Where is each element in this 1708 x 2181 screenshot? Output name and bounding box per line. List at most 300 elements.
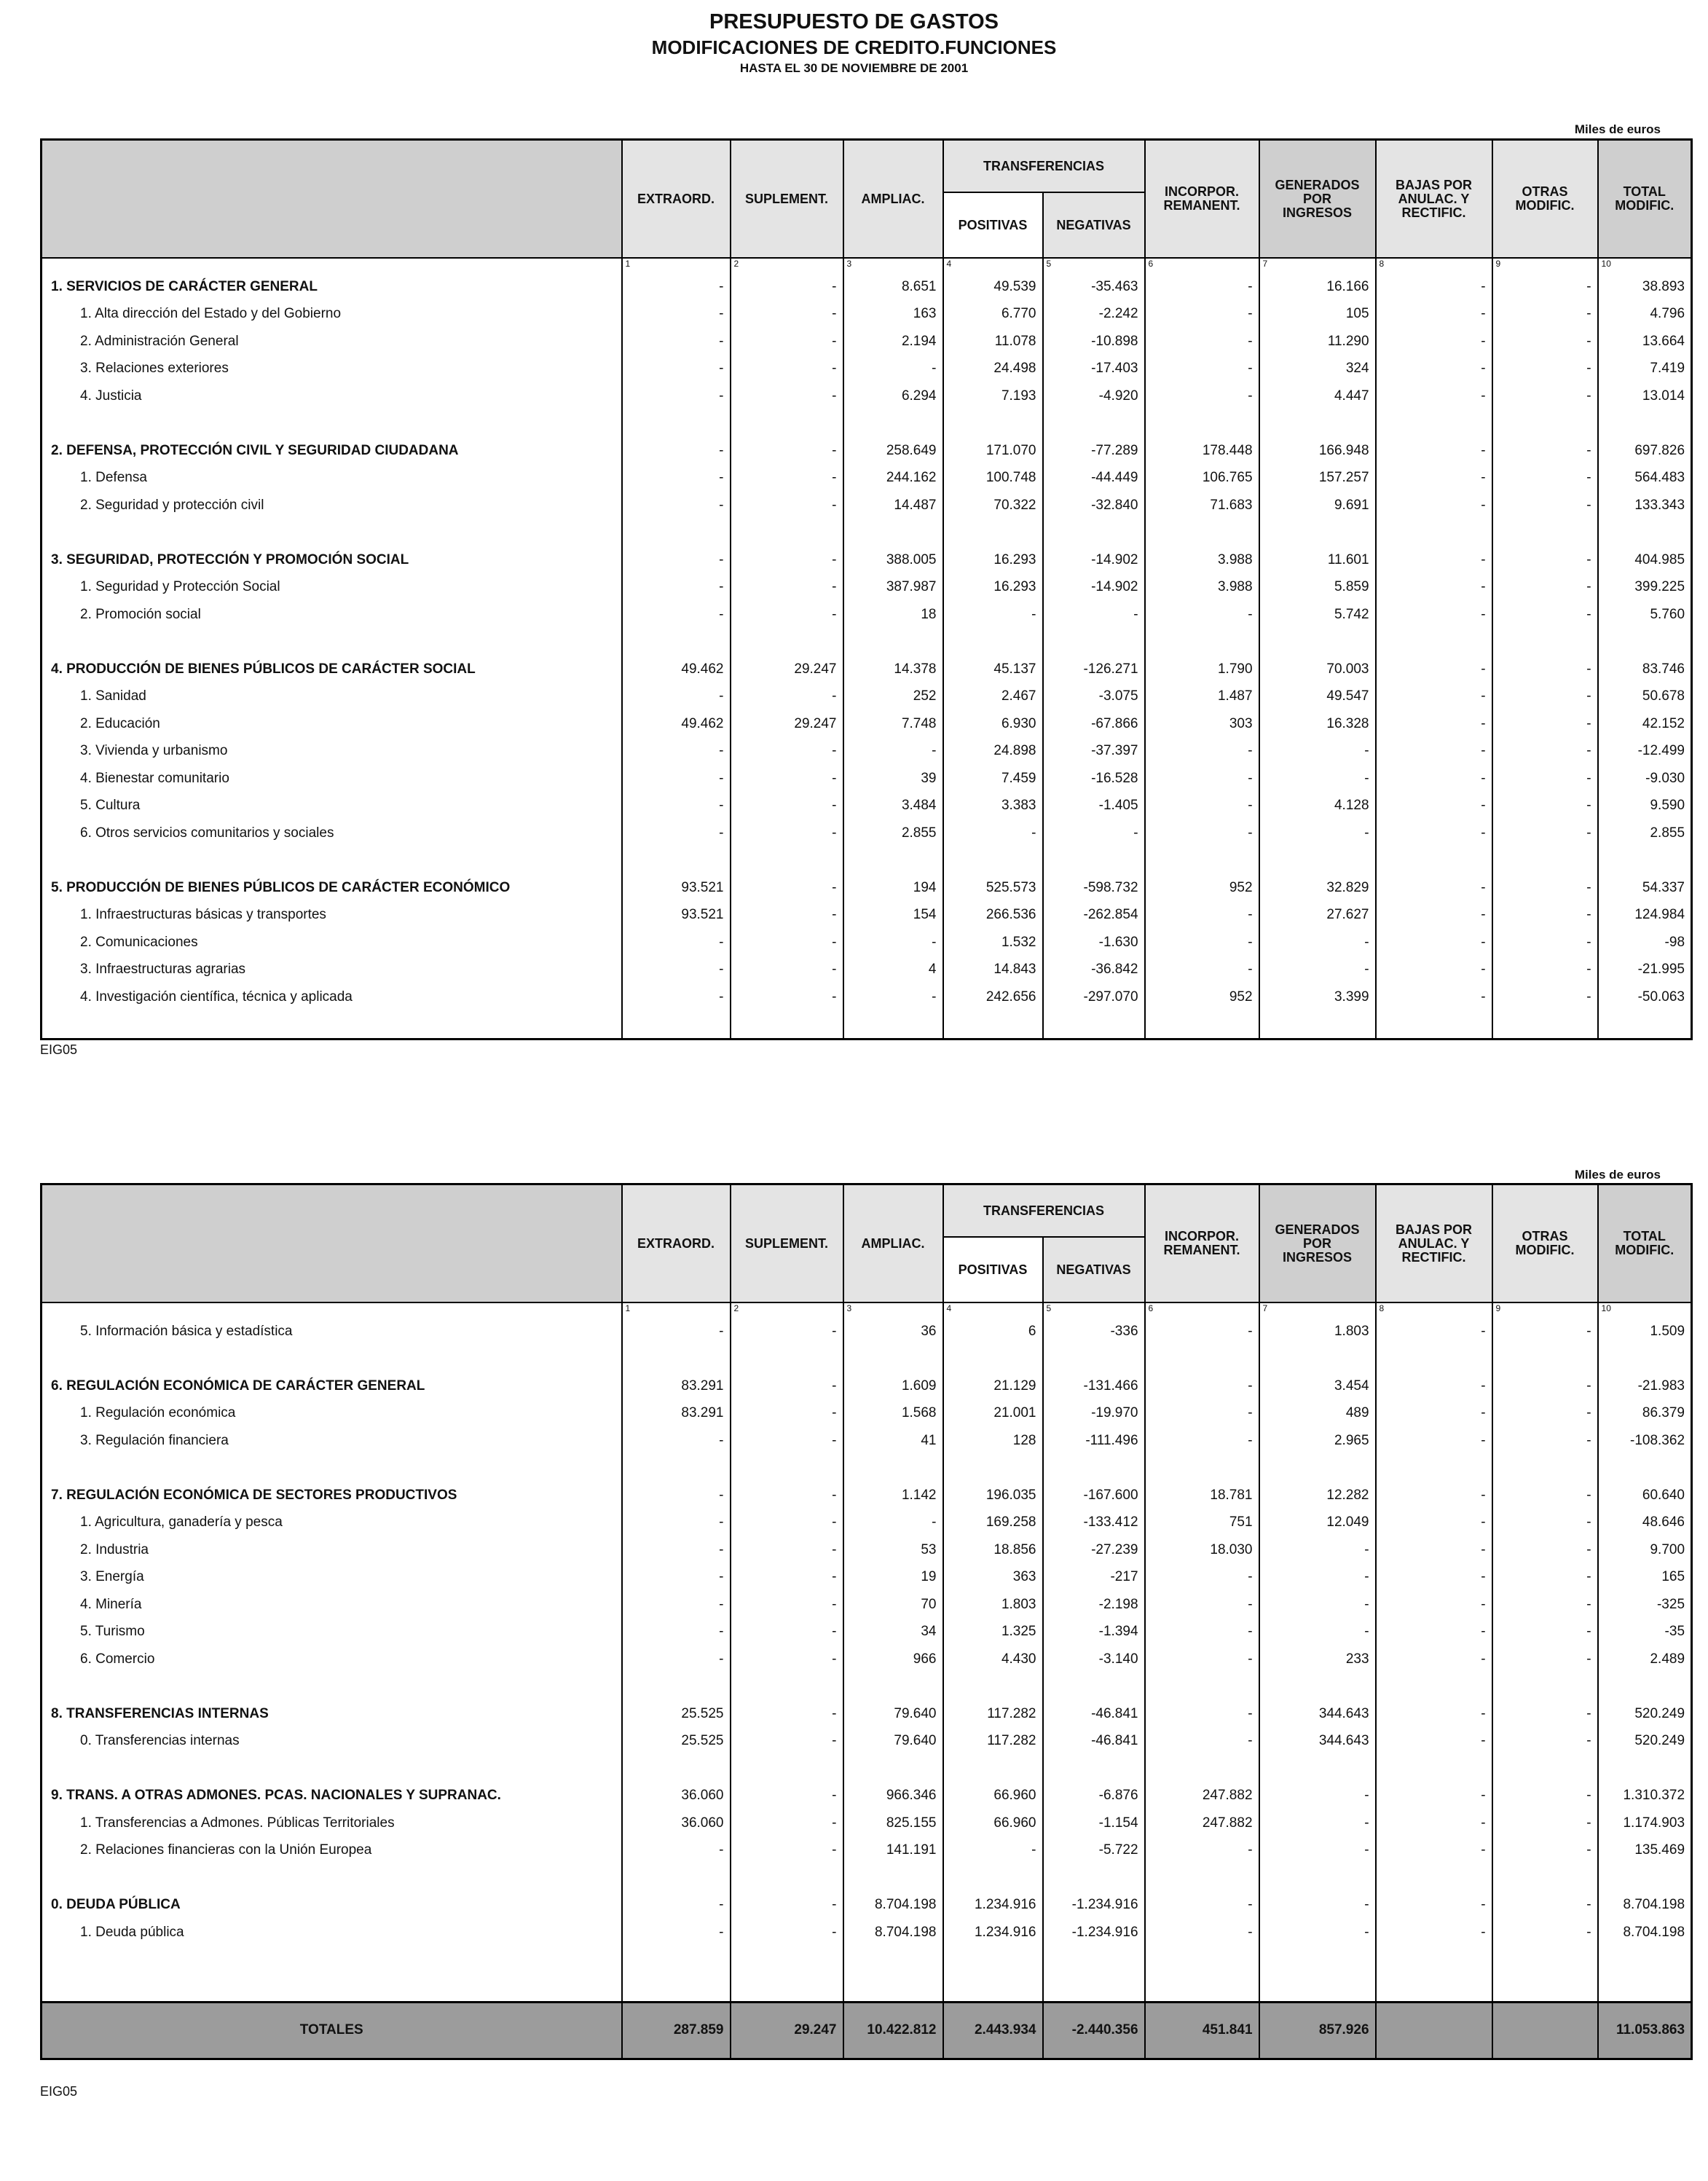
row-value: - xyxy=(731,1783,843,1810)
row-value: 117.282 xyxy=(943,1728,1043,1756)
row-value: - xyxy=(731,683,843,711)
row-value: - xyxy=(731,574,843,602)
row-value: - xyxy=(1376,793,1492,820)
row-value: - xyxy=(731,492,843,519)
budget-table-2 xyxy=(40,1183,1693,2060)
row-value: - xyxy=(1376,1509,1492,1537)
row-value: 2.467 xyxy=(943,683,1043,711)
row-value: - xyxy=(731,546,843,574)
row-value: 54.337 xyxy=(1598,874,1692,902)
row-value: 32.829 xyxy=(1259,874,1376,902)
table-row xyxy=(42,1318,1692,1345)
row-value: -1.394 xyxy=(1043,1619,1145,1646)
row-value: - xyxy=(731,1919,843,1946)
row-value: 2.965 xyxy=(1259,1427,1376,1455)
row-value: - xyxy=(1376,1919,1492,1946)
row-value: 5.859 xyxy=(1259,574,1376,602)
row-value: 1.568 xyxy=(843,1400,943,1428)
row-value: -1.630 xyxy=(1043,929,1145,956)
row-value: - xyxy=(1492,1564,1598,1592)
row-value: 16.293 xyxy=(943,546,1043,574)
row-label: 4. Investigación científica, técnica y aplicada xyxy=(42,983,622,1011)
row-value: 194 xyxy=(843,874,943,902)
row-value: - xyxy=(622,1646,731,1673)
row-value: - xyxy=(622,1892,731,1919)
row-value: -108.362 xyxy=(1598,1427,1692,1455)
row-value: - xyxy=(1259,1619,1376,1646)
row-value: - xyxy=(731,437,843,465)
row-value: - xyxy=(731,874,843,902)
row-value: - xyxy=(1145,382,1259,410)
col-number: 10 xyxy=(1598,258,1692,273)
col-number: 4 xyxy=(943,1302,1043,1318)
col-suplement: SUPLEMENT. xyxy=(731,140,843,259)
col-number: 5 xyxy=(1043,258,1145,273)
row-value: 3.454 xyxy=(1259,1372,1376,1400)
row-value: - xyxy=(1145,328,1259,355)
col-total: TOTAL MODIFIC. xyxy=(1598,1184,1692,1303)
row-value: - xyxy=(1259,765,1376,793)
table-row xyxy=(42,902,1692,930)
col-bajas: BAJAS POR ANULAC. Y RECTIFIC. xyxy=(1376,140,1492,259)
row-value: 7.459 xyxy=(943,765,1043,793)
row-label: 1. Alta dirección del Estado y del Gobierno xyxy=(42,301,622,329)
row-value: 154 xyxy=(843,902,943,930)
row-value: -2.242 xyxy=(1043,301,1145,329)
row-value: - xyxy=(1376,1646,1492,1673)
row-value: 34 xyxy=(843,1619,943,1646)
table-row xyxy=(42,1619,1692,1646)
unit-label: Miles de euros xyxy=(1574,122,1661,136)
row-value: - xyxy=(1376,1837,1492,1865)
row-value: 525.573 xyxy=(943,874,1043,902)
row-label: 6. REGULACIÓN ECONÓMICA DE CARÁCTER GENERAL xyxy=(42,1372,622,1400)
col-number: 8 xyxy=(1376,258,1492,273)
row-value: - xyxy=(1492,574,1598,602)
row-value: - xyxy=(1145,1646,1259,1673)
row-value: - xyxy=(1492,983,1598,1011)
row-value: -1.234.916 xyxy=(1043,1892,1145,1919)
col-transferencias: TRANSFERENCIAS xyxy=(943,1184,1145,1238)
row-value: 24.498 xyxy=(943,355,1043,383)
row-label: 1. Sanidad xyxy=(42,683,622,711)
row-value: 18.781 xyxy=(1145,1482,1259,1509)
table-row xyxy=(42,820,1692,847)
table-row xyxy=(42,492,1692,519)
col-suplement: SUPLEMENT. xyxy=(731,1184,843,1303)
row-value: 42.152 xyxy=(1598,710,1692,738)
table-row xyxy=(42,1482,1692,1509)
row-value: - xyxy=(1145,956,1259,984)
row-value: - xyxy=(1492,929,1598,956)
col-number: 8 xyxy=(1376,1302,1492,1318)
row-value: - xyxy=(1259,929,1376,956)
row-value: 83.746 xyxy=(1598,656,1692,683)
row-value: 11.290 xyxy=(1259,328,1376,355)
row-value: - xyxy=(1492,1646,1598,1673)
row-value: 3.484 xyxy=(843,793,943,820)
row-label: 8. TRANSFERENCIAS INTERNAS xyxy=(42,1700,622,1728)
row-value: - xyxy=(622,983,731,1011)
row-label: 2. Educación xyxy=(42,710,622,738)
row-value: - xyxy=(731,1646,843,1673)
row-value: -1.154 xyxy=(1043,1809,1145,1837)
col-number: 1 xyxy=(622,1302,731,1318)
row-value: 6.770 xyxy=(943,301,1043,329)
row-value: - xyxy=(731,1509,843,1537)
row-value: - xyxy=(1376,820,1492,847)
row-value: 83.291 xyxy=(622,1372,731,1400)
row-value: - xyxy=(1492,1619,1598,1646)
row-value: 157.257 xyxy=(1259,465,1376,492)
row-value: - xyxy=(731,765,843,793)
row-label: 1. Transferencias a Admones. Públicas Territoriales xyxy=(42,1809,622,1837)
row-value: - xyxy=(622,273,731,301)
row-value: - xyxy=(731,1400,843,1428)
row-value: - xyxy=(1492,1892,1598,1919)
row-value: - xyxy=(1492,1509,1598,1537)
row-value: -262.854 xyxy=(1043,902,1145,930)
row-value: -67.866 xyxy=(1043,710,1145,738)
row-value: 36.060 xyxy=(622,1809,731,1837)
row-label: 2. Promoción social xyxy=(42,601,622,629)
row-value: - xyxy=(1259,820,1376,847)
row-label: 3. Vivienda y urbanismo xyxy=(42,738,622,766)
row-value: 196.035 xyxy=(943,1482,1043,1509)
row-value: 399.225 xyxy=(1598,574,1692,602)
row-value: -6.876 xyxy=(1043,1783,1145,1810)
row-value: - xyxy=(1492,273,1598,301)
row-value: -17.403 xyxy=(1043,355,1145,383)
row-value: 1.325 xyxy=(943,1619,1043,1646)
row-value: - xyxy=(1259,1919,1376,1946)
row-value: 11.601 xyxy=(1259,546,1376,574)
row-value: 71.683 xyxy=(1145,492,1259,519)
row-value: -12.499 xyxy=(1598,738,1692,766)
row-value: - xyxy=(1492,1427,1598,1455)
row-value: - xyxy=(622,1619,731,1646)
row-value: 86.379 xyxy=(1598,1400,1692,1428)
row-value: 79.640 xyxy=(843,1728,943,1756)
row-label: 5. Cultura xyxy=(42,793,622,820)
table-row xyxy=(42,546,1692,574)
row-value: -19.970 xyxy=(1043,1400,1145,1428)
row-value: 966.346 xyxy=(843,1783,943,1810)
row-value: - xyxy=(622,765,731,793)
row-value: -167.600 xyxy=(1043,1482,1145,1509)
row-value: 21.129 xyxy=(943,1372,1043,1400)
row-label: 2. Industria xyxy=(42,1536,622,1564)
table-row xyxy=(42,1564,1692,1592)
row-value: - xyxy=(1376,601,1492,629)
row-value: - xyxy=(1145,1400,1259,1428)
row-value: - xyxy=(622,738,731,766)
row-value: 38.893 xyxy=(1598,273,1692,301)
row-label: 9. TRANS. A OTRAS ADMONES. PCAS. NACIONALES Y SUPRANAC. xyxy=(42,1783,622,1810)
row-value: 3.399 xyxy=(1259,983,1376,1011)
footer-code: EIG05 xyxy=(40,2084,78,2099)
row-value: - xyxy=(622,601,731,629)
total-value xyxy=(1376,2002,1492,2059)
total-value xyxy=(1492,2002,1598,2059)
row-value: - xyxy=(1492,1482,1598,1509)
row-label: 1. Deuda pública xyxy=(42,1919,622,1946)
row-value: - xyxy=(1145,1372,1259,1400)
row-value: 36.060 xyxy=(622,1783,731,1810)
col-number: 3 xyxy=(843,1302,943,1318)
row-value: - xyxy=(1492,1400,1598,1428)
row-value: 4.430 xyxy=(943,1646,1043,1673)
total-value: 287.859 xyxy=(622,2002,731,2059)
row-label: 1. Defensa xyxy=(42,465,622,492)
row-value: 70.003 xyxy=(1259,656,1376,683)
row-value: - xyxy=(1492,793,1598,820)
row-value: - xyxy=(622,683,731,711)
row-value: -50.063 xyxy=(1598,983,1692,1011)
col-extraord: EXTRAORD. xyxy=(622,1184,731,1303)
col-positivas: POSITIVAS xyxy=(943,192,1043,258)
total-value: 11.053.863 xyxy=(1598,2002,1692,2059)
table-row xyxy=(42,1427,1692,1455)
row-label: 2. DEFENSA, PROTECCIÓN CIVIL Y SEGURIDAD CIUDADANA xyxy=(42,437,622,465)
col-total: TOTAL MODIFIC. xyxy=(1598,140,1692,259)
row-value: - xyxy=(1492,437,1598,465)
row-value: - xyxy=(1145,355,1259,383)
row-value: 6.294 xyxy=(843,382,943,410)
row-label: 3. SEGURIDAD, PROTECCIÓN Y PROMOCIÓN SOCIAL xyxy=(42,546,622,574)
row-value: - xyxy=(1376,1619,1492,1646)
col-number: 6 xyxy=(1145,258,1259,273)
row-value: 70.322 xyxy=(943,492,1043,519)
row-value: -325 xyxy=(1598,1591,1692,1619)
row-value: 93.521 xyxy=(622,902,731,930)
row-value: 48.646 xyxy=(1598,1509,1692,1537)
total-value: 857.926 xyxy=(1259,2002,1376,2059)
row-value: 25.525 xyxy=(622,1700,731,1728)
row-value: 303 xyxy=(1145,710,1259,738)
table-row xyxy=(42,1536,1692,1564)
row-value: - xyxy=(1492,1700,1598,1728)
col-number: 10 xyxy=(1598,1302,1692,1318)
row-label: 7. REGULACIÓN ECONÓMICA DE SECTORES PRODUCTIVOS xyxy=(42,1482,622,1509)
row-value: -98 xyxy=(1598,929,1692,956)
row-value: 8.651 xyxy=(843,273,943,301)
row-value: - xyxy=(1376,765,1492,793)
row-value: - xyxy=(622,1427,731,1455)
row-value: 8.704.198 xyxy=(1598,1919,1692,1946)
row-value: - xyxy=(1145,601,1259,629)
row-label: 2. Seguridad y protección civil xyxy=(42,492,622,519)
row-value: 952 xyxy=(1145,874,1259,902)
row-value: 66.960 xyxy=(943,1809,1043,1837)
col-transferencias: TRANSFERENCIAS xyxy=(943,140,1145,193)
row-label: 4. Minería xyxy=(42,1591,622,1619)
row-value: - xyxy=(943,820,1043,847)
row-label: 1. Agricultura, ganadería y pesca xyxy=(42,1509,622,1537)
row-value: - xyxy=(1145,1427,1259,1455)
row-value: 11.078 xyxy=(943,328,1043,355)
row-value: - xyxy=(1145,1591,1259,1619)
row-value: -35.463 xyxy=(1043,273,1145,301)
row-value: - xyxy=(731,382,843,410)
row-value: -217 xyxy=(1043,1564,1145,1592)
row-value: 18.030 xyxy=(1145,1536,1259,1564)
row-value: - xyxy=(731,1427,843,1455)
row-value: 751 xyxy=(1145,1509,1259,1537)
row-value: - xyxy=(622,492,731,519)
row-value: - xyxy=(731,601,843,629)
col-otras: OTRAS MODIFIC. xyxy=(1492,140,1598,259)
col-ampliac: AMPLIAC. xyxy=(843,140,943,259)
row-value: - xyxy=(622,465,731,492)
row-value: -3.140 xyxy=(1043,1646,1145,1673)
row-value: 5.742 xyxy=(1259,601,1376,629)
row-value: 16.293 xyxy=(943,574,1043,602)
row-value: - xyxy=(622,793,731,820)
row-value: -133.412 xyxy=(1043,1509,1145,1537)
row-value: - xyxy=(731,1619,843,1646)
row-value: - xyxy=(731,355,843,383)
row-value: 70 xyxy=(843,1591,943,1619)
row-value: - xyxy=(731,1482,843,1509)
row-value: 13.664 xyxy=(1598,328,1692,355)
row-value: -21.983 xyxy=(1598,1372,1692,1400)
row-value: - xyxy=(731,1564,843,1592)
row-value: 117.282 xyxy=(943,1700,1043,1728)
totals-row xyxy=(42,2002,1692,2059)
row-value: 14.487 xyxy=(843,492,943,519)
row-value: - xyxy=(1376,301,1492,329)
row-value: 100.748 xyxy=(943,465,1043,492)
row-value: -27.239 xyxy=(1043,1536,1145,1564)
row-value: - xyxy=(731,902,843,930)
table-row xyxy=(42,793,1692,820)
row-value: - xyxy=(1145,765,1259,793)
row-value: -14.902 xyxy=(1043,574,1145,602)
row-value: 2.855 xyxy=(1598,820,1692,847)
row-value: -36.842 xyxy=(1043,956,1145,984)
total-value: 451.841 xyxy=(1145,2002,1259,2059)
row-value: 163 xyxy=(843,301,943,329)
row-value: - xyxy=(1492,328,1598,355)
col-bajas: BAJAS POR ANULAC. Y RECTIFIC. xyxy=(1376,1184,1492,1303)
row-value: 520.249 xyxy=(1598,1700,1692,1728)
row-value: -9.030 xyxy=(1598,765,1692,793)
row-value: 1.142 xyxy=(843,1482,943,1509)
col-generados: GENERADOS POR INGRESOS xyxy=(1259,1184,1376,1303)
table-row xyxy=(42,738,1692,766)
row-value: 388.005 xyxy=(843,546,943,574)
row-value: 266.536 xyxy=(943,902,1043,930)
row-value: - xyxy=(731,465,843,492)
row-value: - xyxy=(843,355,943,383)
row-value: - xyxy=(1145,1564,1259,1592)
row-value: - xyxy=(1376,1892,1492,1919)
row-value: 24.898 xyxy=(943,738,1043,766)
col-number: 7 xyxy=(1259,1302,1376,1318)
row-label: 5. Información básica y estadística xyxy=(42,1318,622,1345)
row-value: 18 xyxy=(843,601,943,629)
row-label: 3. Energía xyxy=(42,1564,622,1592)
table-row xyxy=(42,382,1692,410)
row-value: - xyxy=(1145,273,1259,301)
row-value: - xyxy=(1492,1783,1598,1810)
row-value: -37.397 xyxy=(1043,738,1145,766)
row-value: -10.898 xyxy=(1043,328,1145,355)
table-row xyxy=(42,1919,1692,1946)
row-value: -297.070 xyxy=(1043,983,1145,1011)
row-value: 29.247 xyxy=(731,656,843,683)
row-value: - xyxy=(731,301,843,329)
col-ampliac: AMPLIAC. xyxy=(843,1184,943,1303)
col-number: 2 xyxy=(731,258,843,273)
row-value: - xyxy=(1259,1892,1376,1919)
row-value: 363 xyxy=(943,1564,1043,1592)
row-value: - xyxy=(622,546,731,574)
table-row xyxy=(42,1837,1692,1865)
table-row xyxy=(42,1892,1692,1919)
row-value: 27.627 xyxy=(1259,902,1376,930)
row-value: - xyxy=(1492,683,1598,711)
row-value: - xyxy=(731,793,843,820)
row-value: - xyxy=(731,1892,843,1919)
footer-code: EIG05 xyxy=(40,1042,78,1057)
row-value: - xyxy=(1259,1783,1376,1810)
row-value: 1.803 xyxy=(1259,1318,1376,1345)
header-label-cell xyxy=(42,140,622,259)
row-value: - xyxy=(622,1482,731,1509)
row-value: - xyxy=(1492,956,1598,984)
table-row xyxy=(42,1728,1692,1756)
row-value: - xyxy=(1145,1318,1259,1345)
col-positivas: POSITIVAS xyxy=(943,1237,1043,1302)
row-value: - xyxy=(1259,1564,1376,1592)
row-value: - xyxy=(1376,574,1492,602)
report-subtitle: MODIFICACIONES DE CREDITO.FUNCIONES xyxy=(651,36,1057,58)
row-value: - xyxy=(1376,1427,1492,1455)
row-value: - xyxy=(1376,273,1492,301)
col-otras: OTRAS MODIFIC. xyxy=(1492,1184,1598,1303)
row-value: -126.271 xyxy=(1043,656,1145,683)
row-value: - xyxy=(731,273,843,301)
row-value: -336 xyxy=(1043,1318,1145,1345)
row-value: 3.988 xyxy=(1145,574,1259,602)
row-value: 344.643 xyxy=(1259,1728,1376,1756)
row-value: - xyxy=(1492,301,1598,329)
table-row xyxy=(42,465,1692,492)
row-label: 4. PRODUCCIÓN DE BIENES PÚBLICOS DE CARÁCTER SOCIAL xyxy=(42,656,622,683)
row-value: 520.249 xyxy=(1598,1728,1692,1756)
table-row xyxy=(42,328,1692,355)
col-incorpor: INCORPOR. REMANENT. xyxy=(1145,1184,1259,1303)
table-row xyxy=(42,1809,1692,1837)
row-value: - xyxy=(943,601,1043,629)
row-value: 1.487 xyxy=(1145,683,1259,711)
row-label: 4. Bienestar comunitario xyxy=(42,765,622,793)
report-title: PRESUPUESTO DE GASTOS xyxy=(709,10,999,34)
row-label: 1. SERVICIOS DE CARÁCTER GENERAL xyxy=(42,273,622,301)
row-value: - xyxy=(1492,1318,1598,1345)
row-value: 1.509 xyxy=(1598,1318,1692,1345)
row-value: 9.700 xyxy=(1598,1536,1692,1564)
row-value: 16.328 xyxy=(1259,710,1376,738)
row-value: 8.704.198 xyxy=(843,1892,943,1919)
row-value: 244.162 xyxy=(843,465,943,492)
row-value: 1.803 xyxy=(943,1591,1043,1619)
row-value: 39 xyxy=(843,765,943,793)
row-value: 25.525 xyxy=(622,1728,731,1756)
table-row xyxy=(42,683,1692,711)
